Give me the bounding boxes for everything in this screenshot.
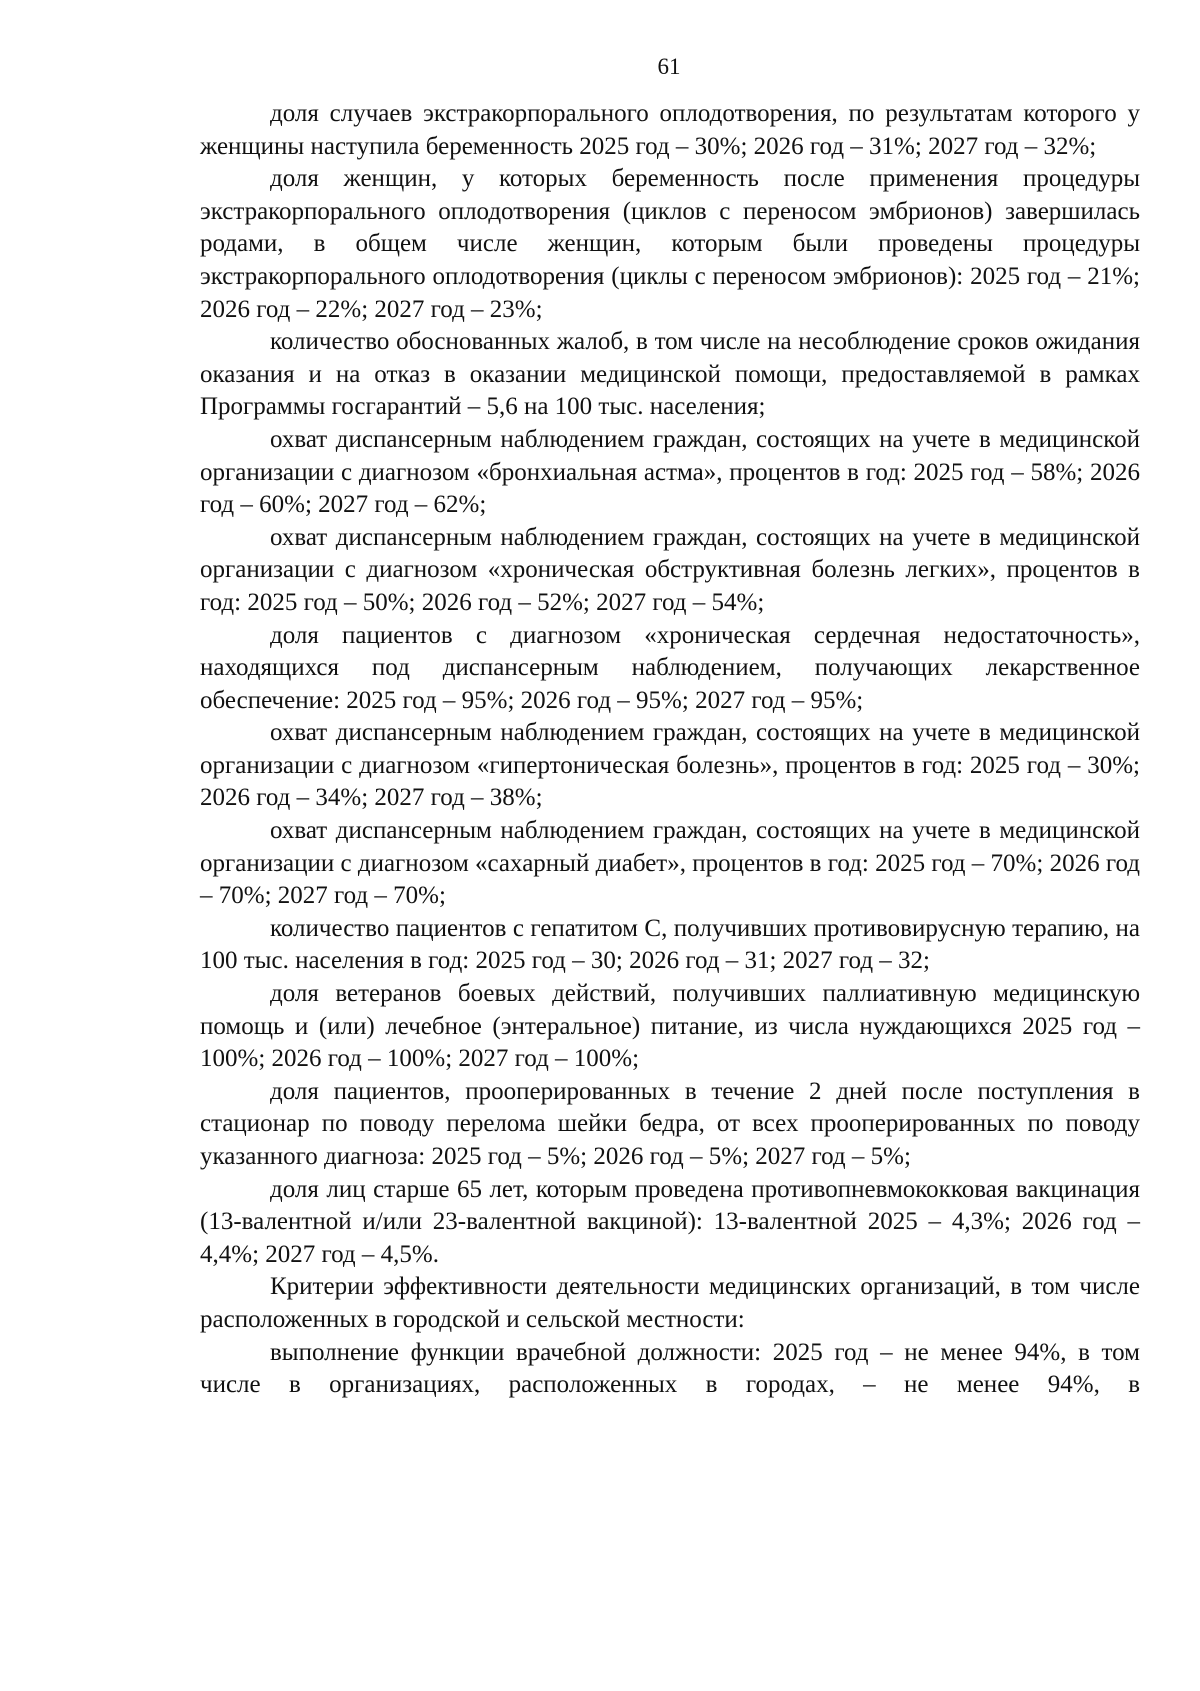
paragraph-veterans: доля ветеранов боевых действий, получивших паллиативную медицинскую помощь и (или) лечебное (энтеральное) питание, из числа нуждающихся 2025 год – 100%; 2026 год – 100%; 2027 год – 100%; (200, 980, 1140, 1073)
paragraph-physician-function: выполнение функции врачебной должности: 2025 год – не менее 94%, в том числе в организациях, расположенных в городах, – не менее 94%, в (200, 1338, 1140, 1399)
paragraph-hypertension: охват диспансерным наблюдением граждан, состоящих на учете в медицинской организации с диагнозом «гипертоническая болезнь», процентов в год: 2025 год – 30%; 2026 год – 34%; 2027 год – 38%; (200, 719, 1140, 812)
paragraph-hepatitis-c: количество пациентов с гепатитом С, получивших противовирусную терапию, на 100 тыс. населения в год: 2025 год – 30; 2026 год – 31; 2027 год – 32; (200, 914, 1140, 975)
paragraph-heart-failure: доля пациентов с диагнозом «хроническая сердечная недостаточность», находящихся под диспансерным наблюдением, получающих лекарственное обеспечение: 2025 год – 95%; 2026 год – 95%; 2027 год – 95%; (200, 621, 1140, 714)
page-number: 61 (657, 54, 681, 79)
document-body (200, 98, 1140, 1402)
paragraph-complaints: количество обоснованных жалоб, в том числе на несоблюдение сроков ожидания оказания и на отказ в оказании медицинской помощи, предоставляемой в рамках Программы госгарантий – 5,6 на 100 тыс. населения; (200, 328, 1140, 421)
paragraph-ivf-births: доля женщин, у которых беременность после применения процедуры экстракорпорального оплодотворения (циклов с переносом эмбрионов) завершилась родами, в общем числе женщин, которым были проведены процедуры экстракорпорального оплодотворения (циклы с переносом эмбрионов): 2025 год – 21%; 2026 год – 22%; 2027 год – 23%; (200, 165, 1140, 323)
paragraph-diabetes: охват диспансерным наблюдением граждан, состоящих на учете в медицинской организации с диагнозом «сахарный диабет», процентов в год: 2025 год – 70%; 2026 год – 70%; 2027 год – 70%; (200, 817, 1140, 910)
paragraph-asthma: охват диспансерным наблюдением граждан, состоящих на учете в медицинской организации с диагнозом «бронхиальная астма», процентов в год: 2025 год – 58%; 2026 год – 60%; 2027 год – 62%; (200, 425, 1140, 519)
paragraph-copd: охват диспансерным наблюдением граждан, состоящих на учете в медицинской организации с диагнозом «хроническая обструктивная болезнь легких», процентов в год: 2025 год – 50%; 2026 год – 52%; 2027 год – 54%; (200, 523, 1140, 616)
paragraph-vaccination: доля лиц старше 65 лет, которым проведена противопневмококковая вакцинация (13-валентной и/или 23-валентной вакциной): 13-валентной 2025 – 4,3%; 2026 год – 4,4%; 2027 год – 4,5%. (200, 1175, 1140, 1268)
paragraph-criteria-heading: Критерии эффективности деятельности медицинских организаций, в том числе расположенных в городской и сельской местности: (200, 1273, 1140, 1333)
paragraph-hip-fracture: доля пациентов, прооперированных в течение 2 дней после поступления в стационар по поводу перелома шейки бедра, от всех прооперированных по поводу указанного диагноза: 2025 год – 5%; 2026 год – 5%; 2027 год – 5%; (200, 1077, 1140, 1170)
paragraph-ivf-pregnancy: доля случаев экстракорпорального оплодотворения, по результатам которого у женщины наступила беременность 2025 год – 30%; 2026 год – 31%; 2027 год – 32%; (200, 100, 1140, 160)
